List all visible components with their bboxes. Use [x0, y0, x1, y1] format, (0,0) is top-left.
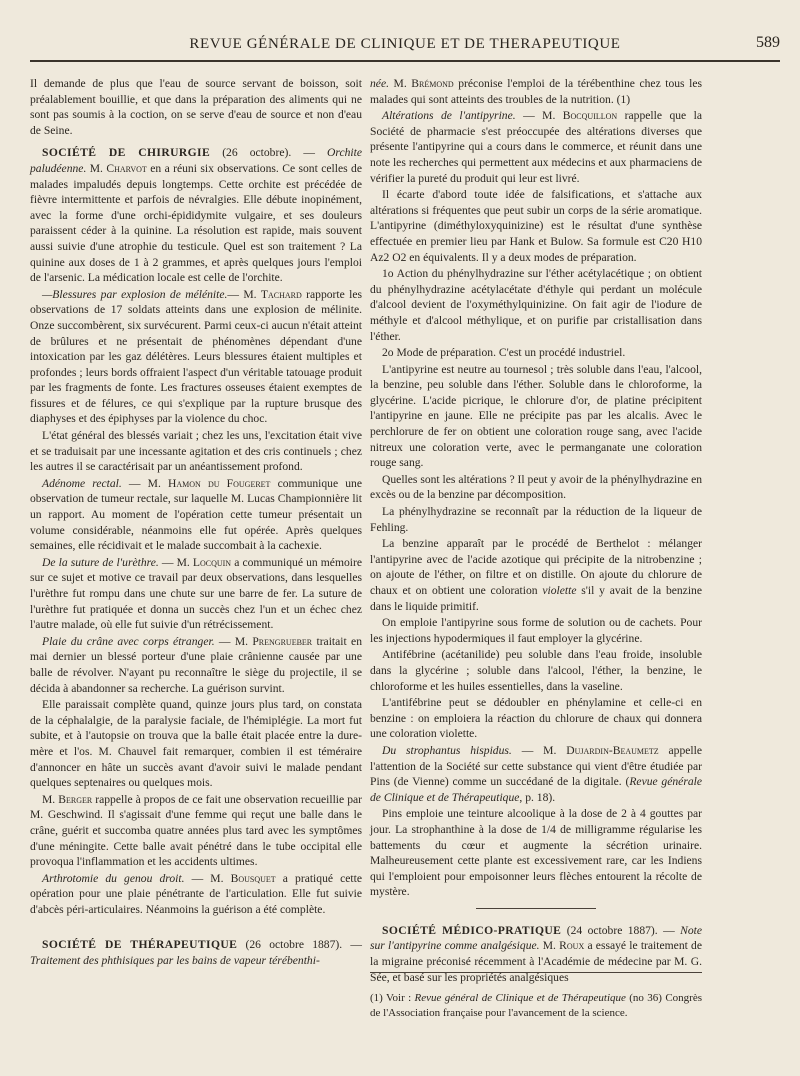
section-antipyrine: Altérations de l'antipyrine. — M. Bocquillon rappelle que la Société de pharmacie s'est préoccupée des altérations diverses que présente l'antipyrine qui a cours dans le commerce, et réunit dans une note les recherches qui permettent aux médecins et aux pharmaciens de vérifier la pureté du produit qui leur est livré. — [370, 109, 702, 185]
author-name: Berger — [58, 792, 93, 806]
section-arthrotomie: Arthrotomie du genou droit. — M. Bousquet a pratiqué cette opération pour une plaie pénétrante de l'articulation. Elle fut suivie d'abcès péri-articulaires. Néanmoins la guérison a été complète. — [30, 871, 362, 916]
section-topic: Note sur l'antipyrine comme analgésique. — [370, 923, 702, 953]
paragraph: Quelles sont les altérations ? Il peut y avoir de la phénylhydrazine en excès ou de la benzine par décomposition. — [370, 472, 703, 502]
paragraph: Antifébrine (acétanilide) peu soluble dans l'eau froide, insoluble dans la glycérine ; soluble dans l'alcool, l'éther, la benzine, le chloroforme et les huiles essentielles, dans la vaseline. — [370, 648, 702, 693]
section-topic: Plaie du crâne avec corps étranger. — [42, 634, 215, 648]
author-name: Tachard — [260, 287, 302, 301]
author-name: Bocquillon — [562, 109, 618, 123]
author-name: Brémond — [411, 77, 454, 90]
society-name: SOCIÉTÉ DE CHIRURGIE — [42, 146, 211, 160]
author-name: Bousquet — [230, 871, 276, 885]
section-topic: Traitement des phthisiques par les bains de vapeur térébenthi- — [30, 954, 320, 968]
section-divider — [476, 908, 596, 909]
running-title: REVUE GÉNÉRALE DE CLINIQUE ET DE THERAPEUTIQUE — [189, 36, 621, 52]
section-topic: Adénome rectal. — [42, 476, 122, 490]
author-name: Roux — [559, 939, 585, 953]
society-name: SOCIÉTÉ MÉDICO-PRATIQUE — [382, 923, 562, 937]
paragraph: Pins emploie une teinture alcoolique à la dose de 2 à 4 gouttes par jour. La strophanthine à la dose de 1/4 de milligramme régularise les battements du cœur et augmente la sécrétion urinaire. Malheureusement cette plante est excessivement rare, car les Indiens qui l'emploient pour empoisonner leurs flèches entourent la récolte de mystère. — [370, 807, 702, 899]
page-header — [30, 30, 780, 56]
section-topic: —Blessures par explosion de mélénite. — [42, 287, 228, 301]
paragraph: M. Berger rappelle à propos de ce fait une observation recueillie par M. Geschwind. Il s'agissait d'une femme qui reçut une balle dans le crâne, guérit et succomba quatre années plus tard avec les symptômes d'une méningite. Cette balle avait pénétré dans le tube occipital elle provoqua l'inflammation et les accidents ultimes. — [30, 792, 363, 869]
section-plaie-crane: Plaie du crâne avec corps étranger. — M. Prengrueber traitait en mai dernier un blessé porteur d'une plaie crânienne causée par une balle de révolver. N'ayant pu reconnaître le siège du projectile, il se décida à abandonner sa recherche. La guérison survint. — [30, 634, 362, 695]
section-topic: Arthrotomie du genou droit. — [42, 871, 185, 885]
section-topic: née. — [370, 77, 389, 90]
paragraph: On emploie l'antipyrine sous forme de solution ou de cachets. Pour les injections hypodermiques il faut employer la glycérine. — [370, 616, 702, 645]
paragraph: L'état général des blessés variait ; chez les uns, l'excitation était vive et se traduisait par une incessante agitation et des cris continuels ; chez les autres il se caractérisait par un anéantissement profond. — [30, 429, 362, 474]
footnote-rule — [370, 972, 702, 973]
paragraph: 1o Action du phénylhydrazine sur l'éther acétylacétique ; on obtient du phénylhydrazine acétylacétate d'éthyle qui perdant un molécule d'alcool devient de l'oxyméthylquinizine. On fait agir de l'iodure de méthyle et d'alcool méthylique, et on purifie par cristallisation dans l'éther. — [370, 267, 702, 343]
author-name: Prengrueber — [252, 634, 313, 648]
section-topic: De la suture de l'urèthre. — [42, 555, 159, 569]
section-suture: De la suture de l'urèthre. — M. Locquin a communiqué un mémoire sur ce sujet et motive ce travail par deux observations, dans lesquelles l'urèthre fut rompu dans une chute sur une barre de fer. La suture de l'urèthre fut pratiquée et donna un succès chez l'un et un échec chez l'autre malade, où elle fut suivie d'un rétrécissement. — [30, 555, 362, 632]
right-column — [370, 76, 702, 986]
author-name: Hamon du Fougeret — [168, 476, 271, 490]
author-name: Locquin — [192, 555, 232, 569]
section-topic: Altérations de l'antipyrine. — [382, 109, 516, 123]
paragraph: L'antifébrine peut se dédoubler en phénylamine et celle-ci en benzine : on emploiera la réaction du chlorure de chaux qui donnera une coloration violette. — [370, 696, 702, 741]
section-blessures: —Blessures par explosion de mélénite.— M. Tachard rapporte les observations de 17 soldats atteints dans une explosion de mélinite. Onze succombèrent, six survécurent. Parmi ceux-ci aucun n'était atteint de brûlures et ne présentait de phénomènes dépendant d'une intoxication par les gaz délétères. Leurs blessures étaient multiples et profondes ; leurs bords offraient l'aspect d'un véritable tatouage produit par les fragments de fonte. Les fractures osseuses étaient exemptes de fissures et de félures, ce qui s'explique par la rupture brusque des diaphyses et des épiphyses par la violence du choc. — [30, 287, 362, 426]
paragraph: Il demande de plus que l'eau de source servant de boisson, soit préalablement bouillie, et que dans la préparation des aliments qui ne sont pas soumis à la coction, on se serve d'eau de source et non d'eau de Seine. — [30, 77, 362, 137]
section-adenome: Adénome rectal. — M. Hamon du Fougeret communique une observation de tumeur rectale, sur laquelle M. Lucas Championnière lit un rapport. Au moment de l'opération cette tumeur présentait un volume considérable, néanmoins elle fut opérée. Après quelques semaines, elle récidivait et le malade succombait à la cachexie. — [30, 476, 363, 553]
paragraph: Il écarte d'abord toute idée de falsifications, et s'attache aux altérations si fréquentes que peut subir un corps de la série aromatique. L'antipyrine (diméthyloxyquinizine) est le résultat d'une synthèse effectuée en premier lieu par Hank et Bulow. Sa formule est C20 H10 Az2 O2 en équivalents. Il y a deux modes de préparation. — [370, 188, 702, 264]
section-therapeutique: SOCIÉTÉ DE THÉRAPEUTIQUE (26 octobre 1887). — Traitement des phthisiques par les bains de vapeur térébenthi- — [30, 938, 362, 968]
paragraph: née. M. Brémond préconise l'emploi de la térébenthine chez tous les malades qui sont atteints des troubles de la nutrition. (1) — [370, 77, 702, 106]
header-rule — [30, 60, 780, 62]
author-name: Charvot — [106, 161, 147, 175]
section-chirurgie: SOCIÉTÉ DE CHIRURGIE (26 octobre). — Orchite paludéenne. M. Charvot en a réuni six observations. Ce sont celles de malades impaludés depuis longtemps. Cette orchite est précédée de fièvre intermittente et parfois de névralgies. Elle débute inopinément, avec la forme d'une orchi-épididymite vulgaire, et ses douleurs paraissent céder à la quinine. La résolution est rapide, mais souvent aussi suivie d'une atrophie du testicule. Quel est son traitement ? La quinine aux doses de 1 à 2 grammes, et après quelques jours l'emploi de l'arsenic. La médication locale est celle de l'orchite. — [30, 146, 362, 285]
author-name: Dujardin-Beaumetz — [566, 743, 659, 757]
page-number: 589 — [756, 34, 780, 51]
footnote: (1) Voir : Revue général de Clinique et de Thérapeutique (no 36) Congrès de l'Association française pour l'avancement de la science. — [370, 992, 702, 1019]
paragraph: La benzine apparaît par le procédé de Berthelot : mélanger l'antipyrine avec de l'acide azotique qui précipite de la nitrobenzine ; on ajoute de l'éther, on filtre et on distille. On ajoute du chlorure de chaux et on obtient une coloration violette s'il y avait de la benzine dans le liquide primitif. — [370, 537, 702, 613]
paragraph: Elle paraissait complète quand, quinze jours plus tard, on constata de la céphalalgie, de la paralysie faciale, de l'hémiplégie. La mort fut subite, et à l'autopsie on trouva que la balle était placée entre la dure-mère et l'os. M. Chauvel fait remarquer, combien il est téméraire d'annoncer en hâte un succès avant d'avoir suivi le malade pendant quelques septenaires ou quelques mois. — [30, 698, 362, 790]
paragraph: 2o Mode de préparation. C'est un procédé industriel. — [382, 346, 626, 360]
society-name: SOCIÉTÉ DE THÉRAPEUTIQUE — [42, 938, 238, 952]
paragraph: L'antipyrine est neutre au tournesol ; très soluble dans l'eau, l'alcool, la benzine, peu soluble dans l'éther. Soluble dans le chloroforme, la glycérine. L'acide picrique, le chlorure d'or, de platine précipitent l'antipyrine en jaune. Elle ne précipite pas par les alcalis. Avec le perchlorure de fer on obtient une coloration rouge sang, avec l'acide nitreux une coloration verte, avec le permanganate une coloration rouge sang. — [370, 362, 702, 470]
left-column — [30, 76, 362, 970]
section-topic: Du strophantus hispidus. — [382, 743, 512, 757]
section-medico-pratique: SOCIÉTÉ MÉDICO-PRATIQUE (24 octobre 1887). — Note sur l'antipyrine comme analgésique. M. Roux a essayé le traitement de la migraine préconisé récemment à l'Académie de médecine par M. G. Sée, et basé sur les propriétés analgésiques — [370, 923, 702, 984]
paragraph: La phénylhydrazine se reconnaît par la réduction de la liqueur de Fehling. — [370, 505, 702, 534]
section-strophantus: Du strophantus hispidus. — M. Dujardin-Beaumetz appelle l'attention de la Société sur cette substance qui vient d'être étudiée par Pins (de Vienne) comme un succédané de la digitale. (Revue générale de Clinique et de Thérapeutique, p. 18). — [370, 743, 703, 804]
section-topic: Orchite paludéenne. — [30, 146, 362, 175]
